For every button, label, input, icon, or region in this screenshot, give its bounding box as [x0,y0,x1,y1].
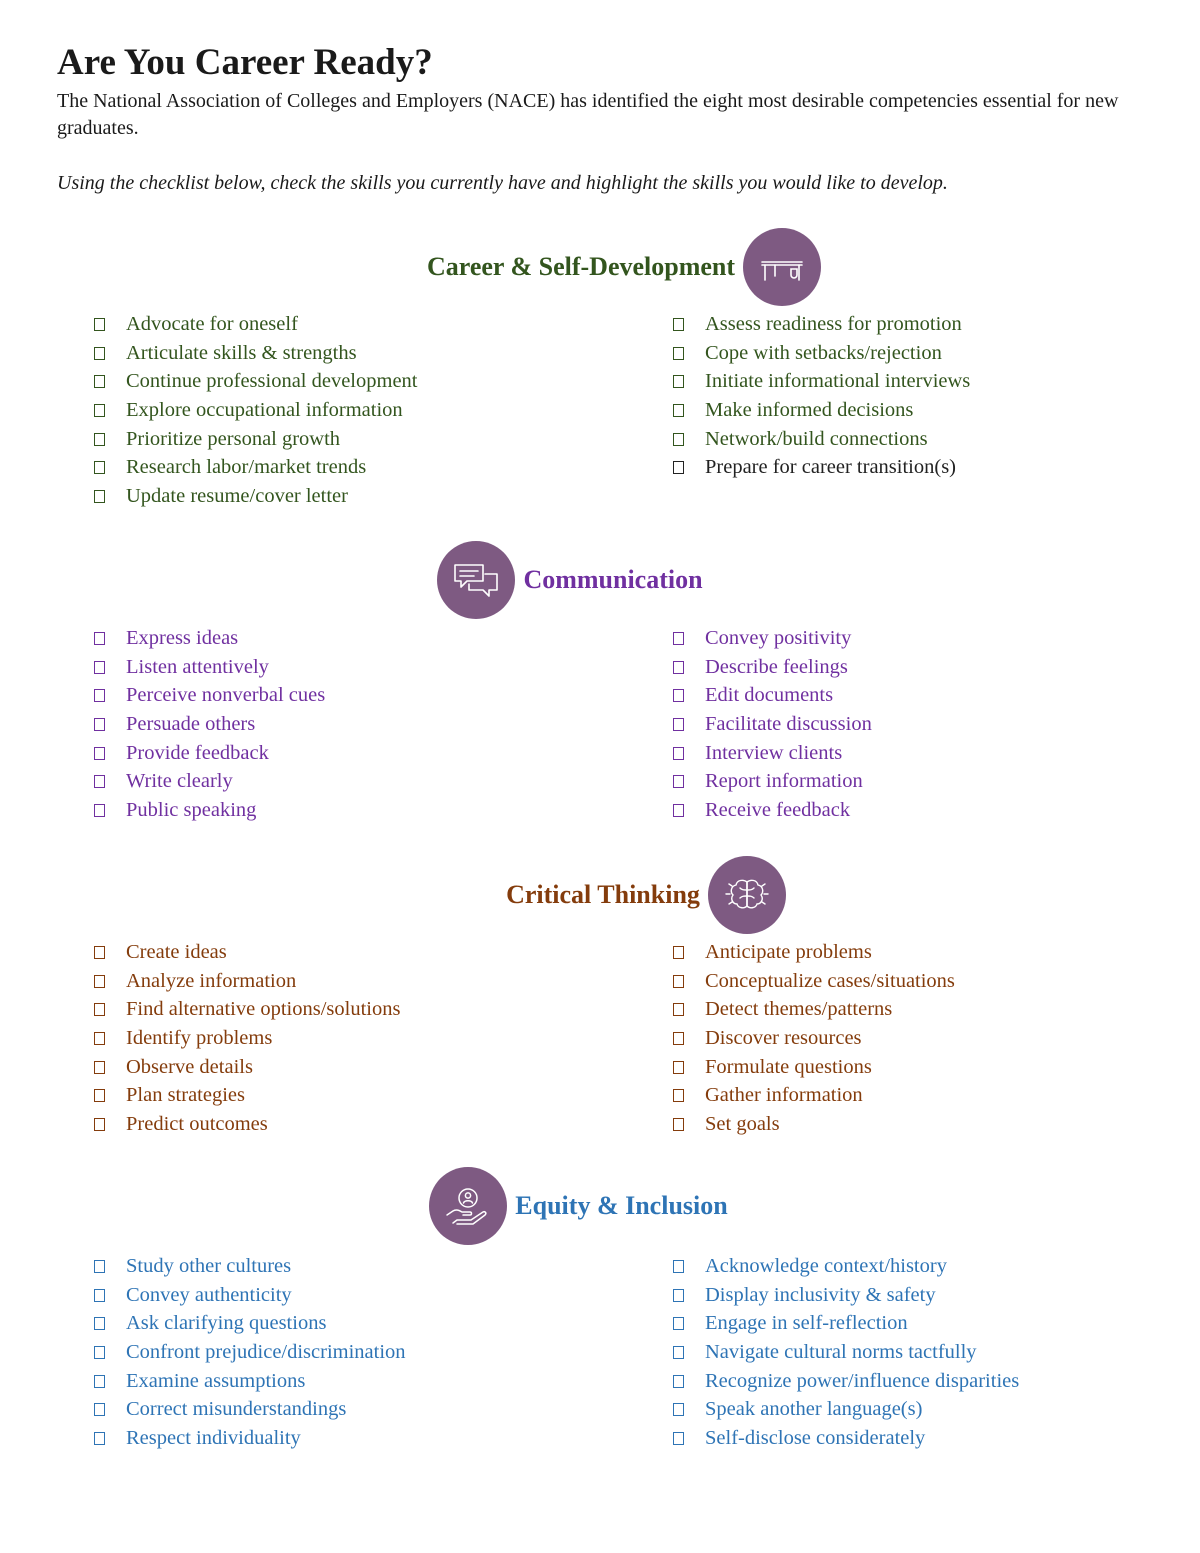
checklist-item-label: Research labor/market trends [126,456,367,479]
checklist-item [671,710,872,739]
checkbox[interactable] [673,375,684,388]
checklist-item [92,1024,400,1053]
checkbox[interactable] [673,1260,684,1273]
checkbox[interactable] [94,1118,105,1131]
checklist-item-label: Cope with setbacks/rejection [705,341,942,364]
checkbox[interactable] [673,1346,684,1359]
checkbox[interactable] [673,461,684,474]
checkbox[interactable] [94,461,105,474]
checklist-item [671,739,872,768]
checklist-item [671,1252,1019,1281]
checklist-item-label: Engage in self-reflection [705,1312,908,1335]
checklist-item-label: Express ideas [126,626,239,649]
checklist-item-label: Continue professional development [126,370,418,393]
checkbox[interactable] [94,804,105,817]
checklist-item-label: Ask clarifying questions [126,1312,327,1335]
checklist-item [92,425,418,454]
page-title: Are You Career Ready? [57,42,433,83]
checklist-item-label: Describe feelings [705,655,848,678]
checklist-item-label: Persuade others [126,712,256,735]
section-heading-row [0,1166,1200,1246]
checklist-item [671,681,872,710]
checkbox[interactable] [94,1089,105,1102]
checkbox[interactable] [673,718,684,731]
checklist-item-label: Correct misunderstandings [126,1398,347,1421]
communication-skills-right-list [671,624,872,825]
checklist-item-label: Interview clients [705,741,843,764]
checkbox[interactable] [94,1432,105,1445]
checkbox[interactable] [94,661,105,674]
checkbox[interactable] [673,804,684,817]
checkbox[interactable] [673,1375,684,1388]
checkbox[interactable] [94,1289,105,1302]
checklist-item [92,938,400,967]
checklist-item-label: Observe details [126,1055,253,1078]
checkbox[interactable] [673,1061,684,1074]
checklist-item-label: Detect themes/patterns [705,998,893,1021]
chat-bubbles-icon [437,541,515,619]
checklist-item [671,1338,1019,1367]
checkbox[interactable] [94,1003,105,1016]
section-heading: Equity & Inclusion [515,1191,728,1220]
checkbox[interactable] [673,975,684,988]
checklist-item [671,1110,955,1139]
checklist-item [92,1424,406,1453]
checklist-item-label: Articulate skills & strengths [126,341,357,364]
checklist-item [671,1309,1019,1338]
checklist-item [671,995,955,1024]
checklist-item-label: Confront prejudice/discrimination [126,1340,406,1363]
communication-skills-left-list [92,624,325,825]
section-heading: Communication [523,565,703,594]
checklist-item [671,796,872,825]
checklist-item [92,1309,406,1338]
checklist-item-label: Report information [705,770,863,793]
checklist-item-label: Prioritize personal growth [126,427,341,450]
checklist-item-label: Speak another language(s) [705,1398,923,1421]
checkbox[interactable] [673,1289,684,1302]
section-heading-row [0,227,1200,307]
checklist-item [671,367,970,396]
checklist-item-label: Navigate cultural norms tactfully [705,1340,977,1363]
checklist-item-label: Study other cultures [126,1254,292,1277]
checkbox[interactable] [94,347,105,360]
checklist-item [92,1338,406,1367]
checklist-item-label: Create ideas [126,940,227,963]
career-skills-left-list [92,310,418,511]
checklist-item-label: Assess readiness for promotion [705,312,962,335]
checklist-item [671,967,955,996]
equity-skills-right-list [671,1252,1019,1453]
intro-paragraph: The National Association of Colleges and Employers (NACE) has identified the eight most desirable competencies essential for new graduates. [57,90,1119,139]
checklist-item-label: Explore occupational information [126,398,403,421]
checklist-item-label: Formulate questions [705,1055,872,1078]
equity-skills-left-list [92,1252,406,1453]
checkbox[interactable] [673,1032,684,1045]
checkbox[interactable] [94,490,105,503]
checkbox[interactable] [94,1346,105,1359]
checklist-item [92,482,418,511]
checklist-item [92,739,325,768]
checklist-item [671,425,970,454]
checklist-item [671,938,955,967]
inclusion-hand-icon [429,1167,507,1245]
checklist-item [671,1053,955,1082]
checklist-item [671,1367,1019,1396]
checklist-item [92,624,325,653]
checklist-item [92,339,418,368]
checklist-item [92,710,325,739]
brain-icon [708,856,786,934]
checkbox[interactable] [673,404,684,417]
checklist-item [671,339,970,368]
checklist-item-label: Acknowledge context/history [705,1254,947,1277]
checklist-item-label: Facilitate discussion [705,712,872,735]
checklist-item-label: Recognize power/influence disparities [705,1369,1020,1392]
checklist-item-label: Make informed decisions [705,398,914,421]
checklist-item-label: Predict outcomes [126,1112,268,1135]
checklist-item [92,767,325,796]
checklist-item-label: Convey authenticity [126,1283,292,1306]
checklist-item [671,1081,955,1110]
checkbox[interactable] [94,718,105,731]
checkbox[interactable] [94,775,105,788]
checkbox[interactable] [94,946,105,959]
section-heading-row [0,540,1200,620]
checkbox[interactable] [94,1260,105,1273]
checklist-item [92,1110,400,1139]
checkbox[interactable] [94,404,105,417]
checklist-item-label: Examine assumptions [126,1369,306,1392]
checklist-item-label: Prepare for career transition(s) [705,456,956,479]
checklist-item [92,967,400,996]
checkbox[interactable] [94,1317,105,1330]
checklist-item-label: Update resume/cover letter [126,484,348,507]
checkbox[interactable] [673,661,684,674]
checkbox[interactable] [673,433,684,446]
checkbox[interactable] [673,1118,684,1131]
checklist-item-label: Listen attentively [126,655,269,678]
checklist-item [92,396,418,425]
desk-icon [743,228,821,306]
checklist-item-label: Respect individuality [126,1426,301,1449]
checkbox[interactable] [94,1375,105,1388]
checkbox[interactable] [94,1061,105,1074]
checklist-item-label: Write clearly [126,770,233,793]
checkbox[interactable] [673,632,684,645]
checklist-item-label: Edit documents [705,684,834,707]
checklist-item [92,995,400,1024]
career-skills-right-list [671,310,970,482]
checklist-item [92,653,325,682]
checklist-item-label: Gather information [705,1084,863,1107]
checkbox[interactable] [94,375,105,388]
checkbox[interactable] [673,1089,684,1102]
checklist-item-label: Convey positivity [705,626,852,649]
checkbox[interactable] [94,689,105,702]
checklist-item [92,1252,406,1281]
checklist-item-label: Perceive nonverbal cues [126,684,326,707]
checklist-item [671,310,970,339]
checklist-item-label: Network/build connections [705,427,928,450]
instruction-paragraph: Using the checklist below, check the skills you currently have and highlight the skills you would like to develop. [57,172,948,194]
checkbox[interactable] [673,318,684,331]
checkbox[interactable] [94,632,105,645]
checklist-item [92,310,418,339]
checkbox[interactable] [94,1403,105,1416]
checklist-item [92,796,325,825]
checkbox[interactable] [673,747,684,760]
checklist-item-label: Self-disclose considerately [705,1426,926,1449]
section-heading-row [0,855,1200,935]
checklist-item-label: Find alternative options/solutions [126,998,401,1021]
checklist-item [671,653,872,682]
checklist-item [671,453,970,482]
checkbox[interactable] [94,1032,105,1045]
checklist-item-label: Identify problems [126,1026,273,1049]
checklist-item [671,624,872,653]
checkbox[interactable] [673,1432,684,1445]
checklist-item-label: Conceptualize cases/situations [705,969,955,992]
critical-thinking-skills-right-list [671,938,955,1139]
checklist-item-label: Display inclusivity & safety [705,1283,936,1306]
checklist-item [92,1367,406,1396]
checklist-item [92,453,418,482]
checklist-item-label: Anticipate problems [705,940,872,963]
checklist-item [92,1081,400,1110]
checkbox[interactable] [94,433,105,446]
checkbox[interactable] [94,975,105,988]
checkbox[interactable] [673,689,684,702]
checklist-item [671,1024,955,1053]
checkbox[interactable] [673,1003,684,1016]
checkbox[interactable] [673,347,684,360]
checklist-item-label: Provide feedback [126,741,269,764]
checklist-item [671,767,872,796]
section-heading: Career & Self-Development [426,252,736,281]
checkbox[interactable] [673,1403,684,1416]
checklist-item-label: Initiate informational interviews [705,370,971,393]
checklist-item-label: Analyze information [126,969,297,992]
critical-thinking-skills-left-list [92,938,400,1139]
checklist-item [92,681,325,710]
checklist-item [92,1281,406,1310]
checklist-item [671,1424,1019,1453]
checklist-item [671,396,970,425]
checklist-item-label: Discover resources [705,1026,862,1049]
checklist-item-label: Plan strategies [126,1084,245,1107]
checkbox[interactable] [94,318,105,331]
checkbox[interactable] [94,747,105,760]
checklist-item [92,1053,400,1082]
checkbox[interactable] [673,946,684,959]
checklist-item-label: Set goals [705,1112,780,1135]
checklist-item-label: Receive feedback [705,798,851,821]
checklist-item [92,1395,406,1424]
checkbox[interactable] [673,775,684,788]
checklist-item-label: Advocate for oneself [126,312,298,335]
checklist-item [671,1281,1019,1310]
section-heading: Critical Thinking [506,880,700,909]
checklist-item-label: Public speaking [126,798,257,821]
checklist-item [92,367,418,396]
checklist-item [671,1395,1019,1424]
checkbox[interactable] [673,1317,684,1330]
